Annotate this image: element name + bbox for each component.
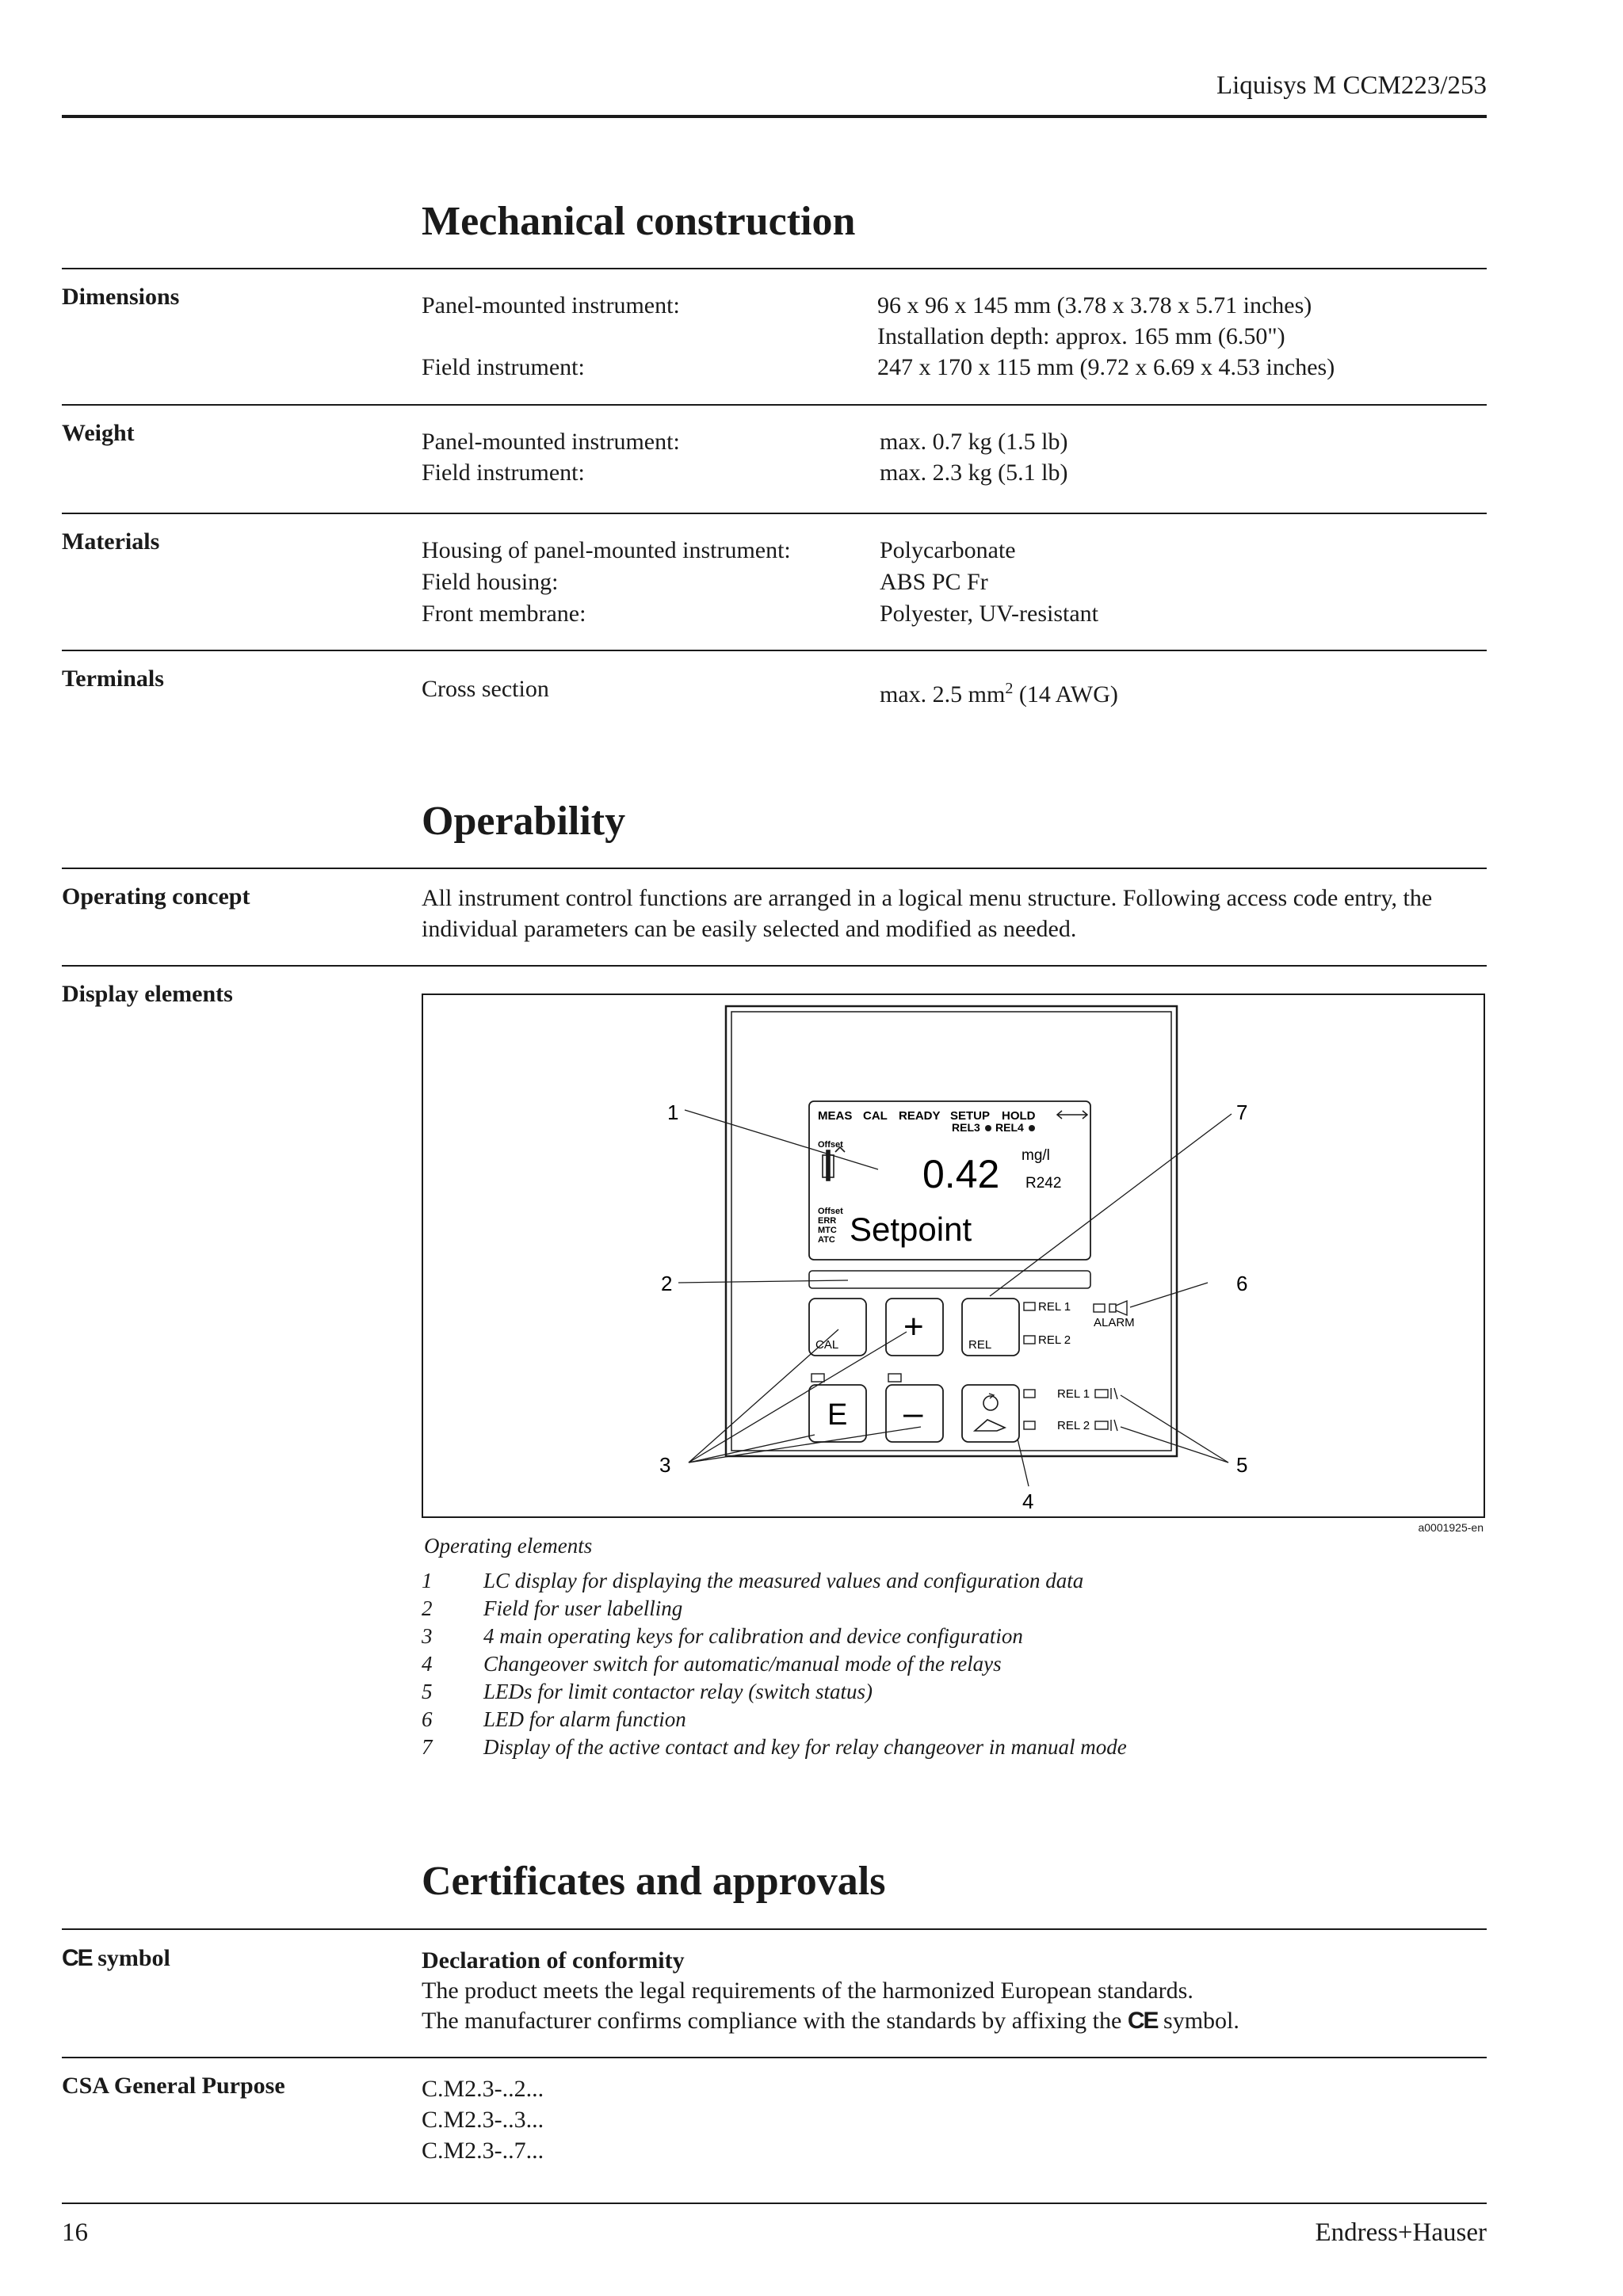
divider bbox=[62, 868, 1487, 869]
section-title-mechanical: Mechanical construction bbox=[422, 199, 856, 244]
figure-caption: Operating elements bbox=[424, 1534, 593, 1558]
operating-concept-text: All instrument control functions are arranged in a logical menu structure. Following access code entry, the individual parameters can be easily selected and modified as needed. bbox=[422, 885, 1433, 942]
ce-mark-icon: CE bbox=[62, 1945, 92, 1971]
section-title-operability: Operability bbox=[422, 799, 626, 844]
lcd-status-cal: CAL bbox=[863, 1109, 888, 1123]
label-ce-symbol: CE symbol bbox=[62, 1945, 170, 1971]
divider bbox=[62, 965, 1487, 967]
rel2-led-icon bbox=[1024, 1336, 1035, 1344]
callout-1: 1 bbox=[667, 1100, 679, 1124]
divider bbox=[62, 513, 1487, 514]
rel4-indicator-icon bbox=[1029, 1125, 1035, 1131]
materials-housing-value: Polycarbonate bbox=[880, 537, 1016, 563]
legend-item: 4 Changeover switch for automatic/manual mode of the relays bbox=[422, 1652, 1002, 1676]
terminals-value: max. 2.5 $mm^2$ (14 AWG) bbox=[880, 680, 1118, 707]
label-terminals: Terminals bbox=[62, 666, 164, 692]
auto-mode-led-icon bbox=[1024, 1390, 1035, 1398]
svg-text:+: + bbox=[903, 1307, 924, 1346]
weight-panel-key: Panel-mounted instrument: bbox=[422, 429, 680, 455]
lcd-unit: mg/l bbox=[1022, 1147, 1050, 1164]
led-label-rel1: REL 1 bbox=[1038, 1300, 1071, 1314]
divider bbox=[62, 268, 1487, 269]
figure-id: a0001925-en bbox=[1418, 1521, 1484, 1534]
lcd-status-setup: SETUP bbox=[950, 1109, 991, 1123]
materials-field-key: Field housing: bbox=[422, 569, 559, 595]
footer-rule bbox=[62, 2203, 1487, 2204]
weight-field-value: max. 2.3 kg (5.1 lb) bbox=[880, 460, 1068, 486]
label-csa: CSA General Purpose bbox=[62, 2073, 285, 2099]
legend-item: 6 LED for alarm function bbox=[422, 1707, 686, 1731]
document-title: Liquisys M CCM223/253 bbox=[1216, 71, 1487, 100]
e-key-led-icon bbox=[812, 1374, 824, 1382]
materials-membrane-value: Polyester, UV-resistant bbox=[880, 601, 1098, 627]
materials-field-value: ABS PC Fr bbox=[880, 569, 988, 595]
lcd-measured-value: 0.42 bbox=[922, 1152, 1000, 1196]
label-display-elements: Display elements bbox=[62, 981, 233, 1007]
legend-item: 5 LEDs for limit contactor relay (switch status) bbox=[422, 1680, 873, 1703]
manual-mode-led-icon bbox=[1024, 1421, 1035, 1429]
svg-text:CAL: CAL bbox=[815, 1338, 839, 1352]
weight-field-key: Field instrument: bbox=[422, 460, 585, 486]
lcd-rel4: REL4 bbox=[995, 1121, 1024, 1134]
rel1-led-icon bbox=[1024, 1302, 1035, 1310]
limit-relay2-led-icon bbox=[1095, 1421, 1108, 1429]
lcd-flag-mtc: MTC bbox=[818, 1226, 837, 1235]
dimensions-field-value: 247 x 170 x 115 mm (9.72 x 6.69 x 4.53 inches) bbox=[877, 354, 1335, 380]
divider bbox=[62, 1928, 1487, 1930]
lcd-status-meas: MEAS bbox=[818, 1109, 853, 1123]
lcd-status-hold: HOLD bbox=[1002, 1109, 1036, 1123]
label-materials: Materials bbox=[62, 528, 160, 555]
svg-text:–: – bbox=[903, 1394, 923, 1432]
label-operating-concept: Operating concept bbox=[62, 883, 250, 910]
lcd-mode-text: Setpoint bbox=[850, 1211, 972, 1248]
legend-item: 3 4 main operating keys for calibration and device configuration bbox=[422, 1624, 1023, 1648]
ce-mark-icon: CE bbox=[1127, 2008, 1158, 2034]
led-label-rel1-switch: REL 1 bbox=[1057, 1387, 1090, 1401]
lcd-flag-offset: Offset bbox=[818, 1207, 843, 1216]
materials-membrane-key: Front membrane: bbox=[422, 601, 586, 627]
materials-housing-key: Housing of panel-mounted instrument: bbox=[422, 537, 791, 563]
callout-6: 6 bbox=[1236, 1272, 1248, 1295]
lcd-status-ready: READY bbox=[899, 1109, 941, 1123]
divider bbox=[62, 2057, 1487, 2058]
callout-5: 5 bbox=[1236, 1453, 1248, 1477]
weight-panel-value: max. 0.7 kg (1.5 lb) bbox=[880, 429, 1068, 455]
lcd-offset-top: Offset bbox=[818, 1140, 843, 1150]
page-number: 16 bbox=[62, 2218, 88, 2247]
auto-manual-switch-key bbox=[962, 1385, 1019, 1442]
label-weight: Weight bbox=[62, 420, 135, 446]
minus-key-led-icon bbox=[888, 1374, 901, 1382]
svg-text:REL: REL bbox=[968, 1338, 992, 1352]
declaration-heading: Declaration of conformity bbox=[422, 1947, 685, 1974]
declaration-line1: The product meets the legal requirements of the harmonized European standards. bbox=[422, 1978, 1193, 2004]
led-label-rel2: REL 2 bbox=[1038, 1333, 1071, 1347]
section-title-certificates: Certificates and approvals bbox=[422, 1859, 886, 1904]
rel3-indicator-icon bbox=[985, 1125, 991, 1131]
sensor-probe-icon bbox=[823, 1147, 845, 1180]
label-dimensions: Dimensions bbox=[62, 284, 180, 310]
lcd-rel3: REL3 bbox=[952, 1121, 980, 1134]
lcd-flag-err: ERR bbox=[818, 1216, 837, 1226]
minus-key bbox=[886, 1385, 943, 1442]
declaration-line2: The manufacturer confirms compliance with the standards by affixing the CE symbol. bbox=[422, 2008, 1239, 2034]
dimensions-install-depth: Installation depth: approx. 165 mm (6.50") bbox=[877, 323, 1285, 349]
footer-brand: Endress+Hauser bbox=[1315, 2218, 1487, 2247]
lcd-flag-atc: ATC bbox=[818, 1235, 835, 1245]
double-arrow-icon bbox=[1057, 1111, 1087, 1119]
dimensions-field-key: Field instrument: bbox=[422, 354, 585, 380]
alarm-horn-icon bbox=[1109, 1301, 1127, 1315]
cal-key bbox=[809, 1299, 866, 1356]
svg-text:E: E bbox=[827, 1398, 848, 1432]
led-label-alarm: ALARM bbox=[1094, 1316, 1135, 1329]
led-label-rel2-switch: REL 2 bbox=[1057, 1419, 1090, 1432]
user-label-field bbox=[809, 1271, 1090, 1288]
csa-code: C.M2.3-..7... bbox=[422, 2138, 544, 2164]
legend-item: 2 Field for user labelling bbox=[422, 1596, 683, 1620]
legend-item: 1 LC display for displaying the measured values and configuration data bbox=[422, 1569, 1084, 1592]
csa-code: C.M2.3-..3... bbox=[422, 2107, 544, 2133]
lcd-code: R242 bbox=[1025, 1175, 1062, 1192]
rel-key bbox=[962, 1299, 1019, 1356]
callout-4: 4 bbox=[1022, 1489, 1034, 1513]
callout-7: 7 bbox=[1236, 1100, 1248, 1124]
alarm-led-icon bbox=[1094, 1304, 1105, 1312]
limit-relay1-led-icon bbox=[1095, 1390, 1108, 1398]
divider bbox=[62, 650, 1487, 651]
header-rule bbox=[62, 115, 1487, 118]
divider bbox=[62, 404, 1487, 406]
operating-elements-figure bbox=[422, 994, 1485, 1518]
contact-symbol-icon bbox=[1111, 1420, 1117, 1431]
manual-hand-icon bbox=[975, 1420, 1005, 1431]
dimensions-panel-value: 96 x 96 x 145 mm (3.78 x 3.78 x 5.71 inches) bbox=[877, 292, 1312, 318]
callout-3: 3 bbox=[659, 1453, 671, 1477]
dimensions-panel-key: Panel-mounted instrument: bbox=[422, 292, 680, 318]
terminals-key: Cross section bbox=[422, 676, 549, 702]
e-key bbox=[809, 1385, 866, 1442]
callout-2: 2 bbox=[661, 1272, 673, 1295]
plus-key bbox=[886, 1299, 943, 1356]
legend-item: 7 Display of the active contact and key for relay changeover in manual mode bbox=[422, 1735, 1127, 1759]
device-front-panel-illustration bbox=[423, 995, 1484, 1516]
contact-symbol-icon bbox=[1111, 1388, 1117, 1399]
csa-code: C.M2.3-..2... bbox=[422, 2076, 544, 2102]
